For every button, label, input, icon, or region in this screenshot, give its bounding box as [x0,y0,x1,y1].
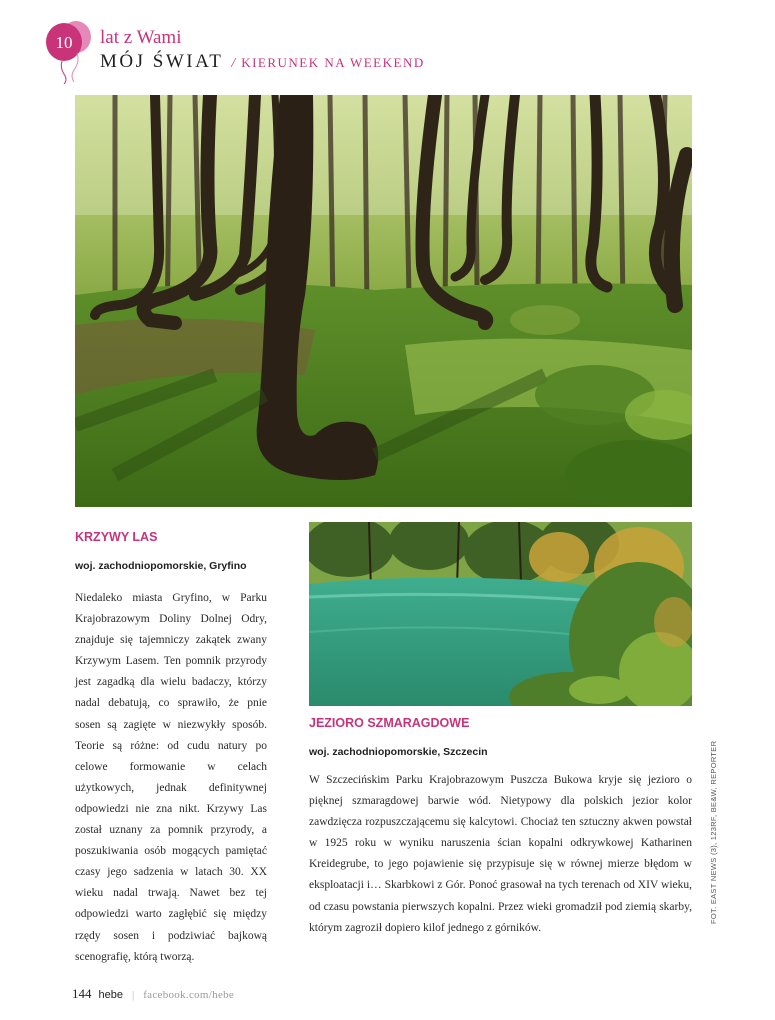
article-left-location: woj. zachodniopomorskie, Gryfino [75,560,247,572]
section-title [100,51,425,73]
footer-url: facebook.com/hebe [143,989,235,1001]
photo-credit: FOT. EAST NEWS (3), 123RF, BE&W, REPORTER [709,740,718,924]
article-right-location: woj. zachodniopomorskie, Szczecin [309,746,488,758]
balloons-icon [44,18,96,84]
section-separator: / [231,56,236,71]
article-left-body: Niedaleko miasta Gryfino, w Parku Krajobrazowym Doliny Dolnej Odry, znajduje się tajemniczy zakątek zwany Krzywym Lasem. Ten pomnik przyrody jest zagadką dla wielu badaczy, którzy nadal debatują, co sprawiło, że pnie sosen są zagięte w niezwykły sposób. Teorie są różne: od cudu natury po celowe formowanie w celach użytkowych, jednak definitywnej odpowiedzi nie zna nikt. Krzywy Las został uznany za pomnik przyrody, a poszukiwania osób mogących pamiętać czasy jego sadzenia w latach 30. XX wieku nadal trwają. Nawet bez tej odpowiedzi warto zagłębić się między rzędy sosen i podziwiać bajkową scenografię, którą tworzą. [75,592,267,963]
article-right-body: W Szczecińskim Parku Krajobrazowym Puszcza Bukowa kryje się jezioro o pięknej szmaragdowej barwie wód. Nietypowy dla polskich jezior kolor zawdzięcza rozpuszczającemu się kalcytowi. Chociaż ten sztuczny akwen powstał w 1925 roku w wyniku naruszenia ścian kopalni odkrywkowej Katharinen Kreidegrube, to jego pojawienie się przypisuje się w równej mierze błędom w eksploatacji i… Skarbkowi z Gór. Ponoć grasował na tych terenach od XIV wieku, od czasu powstania pierwszych kopalni. Przez wieki gromadził pod ziemią skarby, którym zagroził dopiero kilof jednego z górników. [309,774,692,934]
page-header [44,18,524,88]
emerald-lake-photo [309,522,692,706]
section-name: MÓJ ŚWIAT [100,51,224,72]
article-right-heading: JEZIORO SZMARAGDOWE [309,716,470,730]
page-number: 144 [72,986,92,1001]
page-footer [72,985,234,1003]
footer-separator: | [131,989,135,1001]
subsection-name: KIERUNEK NA WEEKEND [241,55,425,70]
badge-number: 10 [55,33,73,52]
crooked-forest-photo [75,95,692,507]
footer-brand: hebe [98,989,123,1001]
anniversary-label: lat z Wami [100,27,182,48]
article-left-heading: KRZYWY LAS [75,530,158,544]
